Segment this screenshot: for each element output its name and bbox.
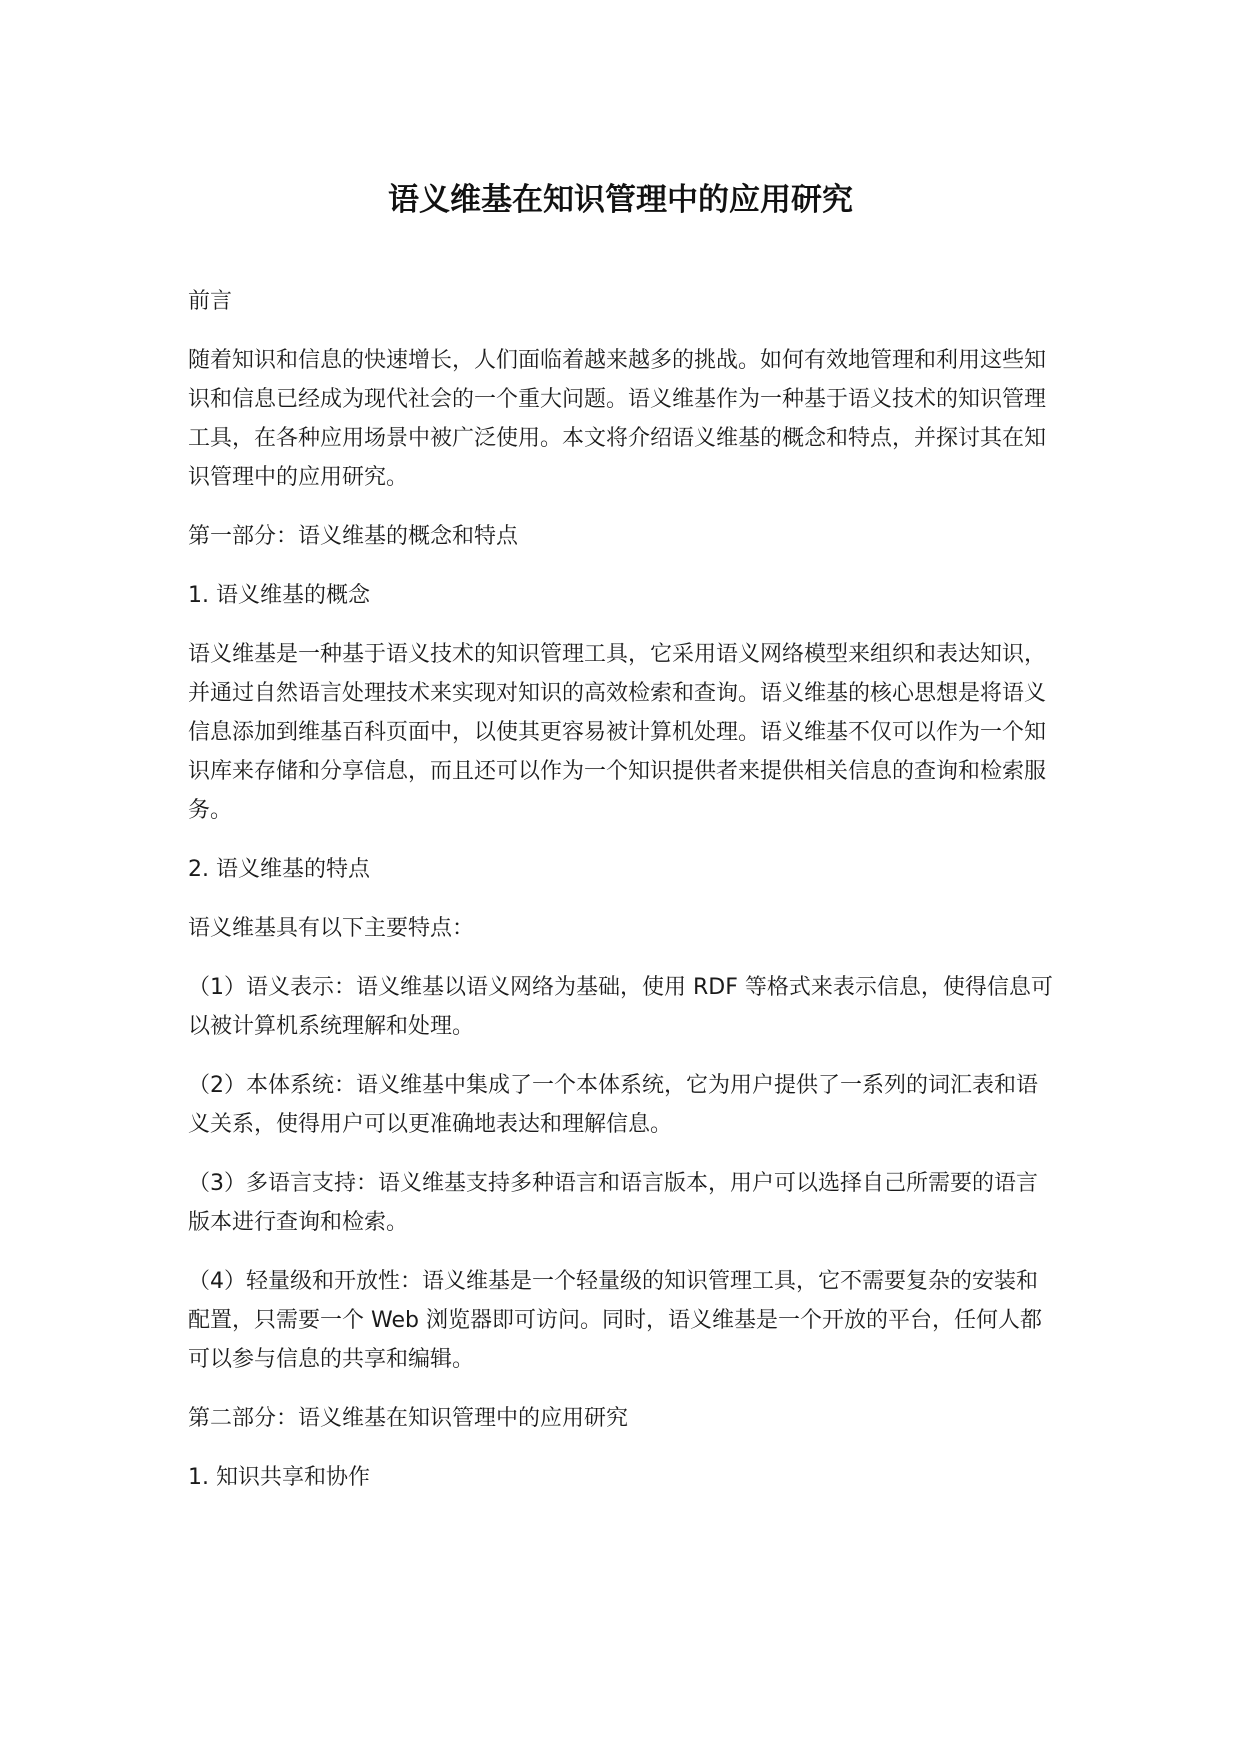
paragraph-intro: 随着知识和信息的快速增长，人们面临着越来越多的挑战。如何有效地管理和利用这些知识和信息已经成为现代社会的一个重大问题。语义维基作为一种基于语义技术的知识管理工具，在各种应用场景中被广泛使用。本文将介绍语义维基的概念和特点，并探讨其在知识管理中的应用研究。	[188, 348, 1047, 490]
paragraph-features-intro: 语义维基具有以下主要特点：	[188, 916, 475, 941]
feature-item-lightweight-open: （4）轻量级和开放性：语义维基是一个轻量级的知识管理工具，它不需要复杂的安装和配置，只需要一个 Web 浏览器即可访问。同时，语义维基是一个开放的平台，任何人都可以参与信息的共享和编辑。	[188, 1269, 1042, 1372]
heading-preface: 前言	[188, 289, 233, 314]
document-body	[188, 282, 1058, 1517]
document-title: 语义维基在知识管理中的应用研究	[388, 182, 853, 218]
section-heading-part-one: 第一部分：语义维基的概念和特点	[188, 524, 519, 549]
subheading-concept: 1. 语义维基的概念	[188, 583, 370, 608]
paragraph-concept: 语义维基是一种基于语义技术的知识管理工具，它采用语义网络模型来组织和表达知识，并通过自然语言处理技术来实现对知识的高效检索和查询。语义维基的核心思想是将语义信息添加到维基百科页面中，以使其更容易被计算机处理。语义维基不仅可以作为一个知识库来存储和分享信息，而且还可以作为一个知识提供者来提供相关信息的查询和检索服务。	[188, 642, 1047, 823]
subheading-knowledge-sharing: 1. 知识共享和协作	[188, 1465, 370, 1490]
section-heading-part-two: 第二部分：语义维基在知识管理中的应用研究	[188, 1406, 629, 1431]
feature-item-multilingual: （3）多语言支持：语义维基支持多种语言和语言版本，用户可以选择自己所需要的语言版本进行查询和检索。	[188, 1171, 1038, 1235]
subheading-features: 2. 语义维基的特点	[188, 857, 370, 882]
feature-item-ontology: （2）本体系统：语义维基中集成了一个本体系统，它为用户提供了一系列的词汇表和语义关系，使得用户可以更准确地表达和理解信息。	[188, 1073, 1038, 1137]
feature-item-semantic-representation: （1）语义表示：语义维基以语义网络为基础，使用 RDF 等格式来表示信息，使得信息可以被计算机系统理解和处理。	[188, 975, 1053, 1039]
